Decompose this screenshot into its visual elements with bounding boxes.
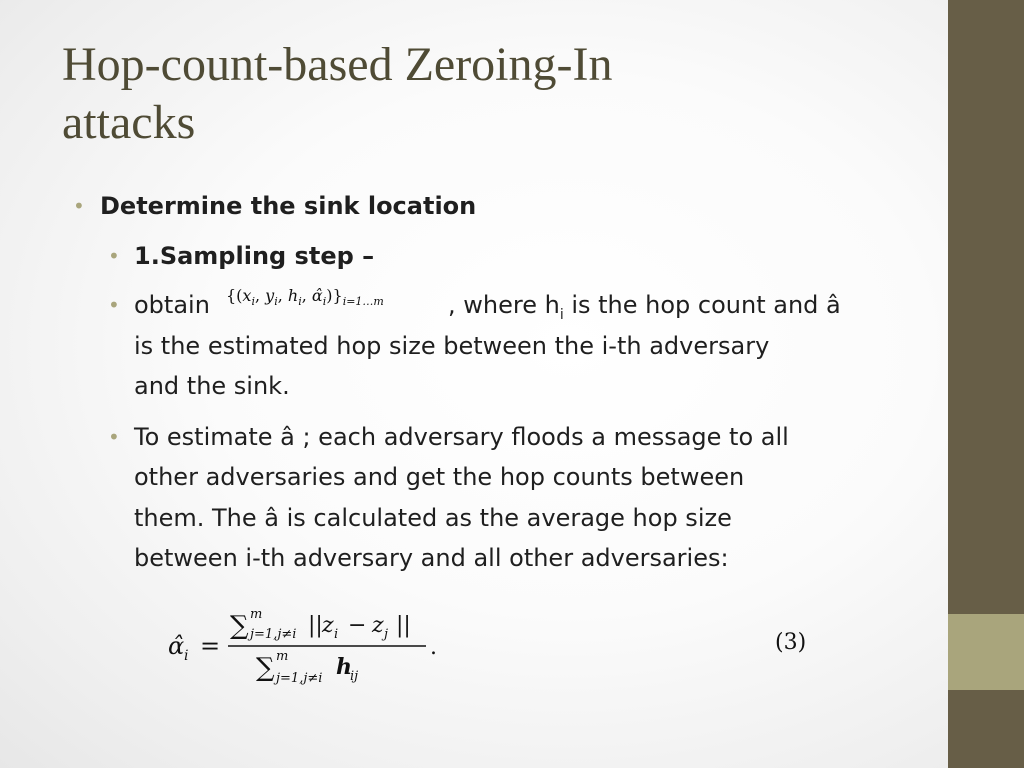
hop-size-description-line3: and the sink. xyxy=(134,372,290,400)
svg-text:α̂: α̂ xyxy=(168,632,185,660)
sample-set-formula: {($x_i$, $y_i$, $h_i$, $\alphâ_i)\}_{i=1\dots m}$ xyxy=(226,286,384,309)
svg-text:.: . xyxy=(430,635,437,660)
slide-title xyxy=(62,36,922,152)
svg-text:h: h xyxy=(336,654,352,680)
svg-text:∑: ∑ xyxy=(256,653,275,683)
estimate-line-3: them. The â is calculated as the average hop size xyxy=(134,504,732,532)
estimate-line-2: other adversaries and get the hop counts between xyxy=(134,463,745,491)
svg-text:z: z xyxy=(372,613,384,638)
hop-size-description-line2: is the estimated hop size between the i-th adversary xyxy=(134,332,770,360)
svg-text:i: i xyxy=(334,627,339,642)
title-line-1: Hop-count-based Zeroing-In xyxy=(62,38,613,91)
svg-text:j=1,j≠i: j=1,j≠i xyxy=(250,627,297,642)
svg-text:||: || xyxy=(396,613,411,638)
bullet-marker: • xyxy=(73,194,85,218)
svg-text:ij: ij xyxy=(350,669,359,684)
svg-text:||: || xyxy=(308,613,323,638)
svg-text:=: = xyxy=(200,632,221,660)
svg-text:i: i xyxy=(184,648,189,664)
svg-text:−: − xyxy=(348,613,367,638)
obtain-label: obtain xyxy=(134,291,210,319)
bullet-marker: • xyxy=(108,293,120,317)
estimate-line-4: between i-th adversary and all other adversaries: xyxy=(134,544,729,572)
equation-average-hop-size xyxy=(168,600,828,690)
estimate-line-1: To estimate â ; each adversary floods a message to all xyxy=(134,423,789,451)
svg-text:m: m xyxy=(250,607,263,622)
svg-text:j=1,j≠i: j=1,j≠i xyxy=(276,671,323,686)
bullet-marker: • xyxy=(108,425,120,449)
bullet-determine-sink: Determine the sink location xyxy=(100,192,477,220)
bullet-marker: • xyxy=(108,244,120,268)
svg-text:z: z xyxy=(322,613,334,638)
bullet-sampling-step: 1.Sampling step – xyxy=(134,242,375,270)
svg-text:∑: ∑ xyxy=(230,611,249,641)
title-line-2: attacks xyxy=(62,96,196,149)
hop-count-description: , where $h_i$ is the hop count and â xyxy=(448,291,841,323)
svg-text:j: j xyxy=(384,627,389,642)
svg-text:m: m xyxy=(276,649,289,664)
equation-number: (3) xyxy=(775,630,807,655)
sidebar-accent-square xyxy=(948,614,1024,690)
